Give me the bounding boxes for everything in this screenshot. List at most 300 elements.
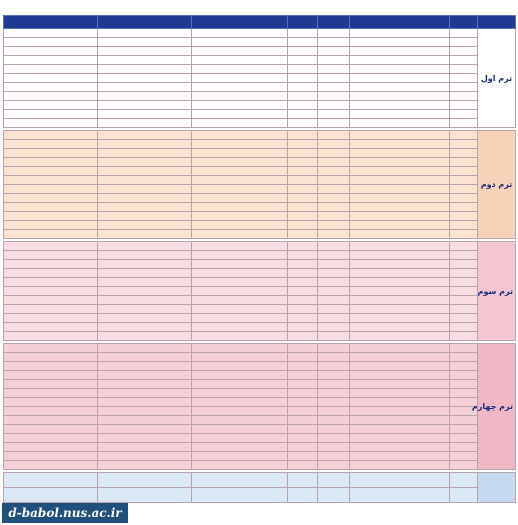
cell-exam — [4, 212, 98, 221]
cell-time — [98, 380, 192, 389]
cell-course — [350, 230, 450, 239]
cell-time — [98, 305, 192, 314]
cell-credits — [318, 332, 350, 341]
cell-course — [350, 416, 450, 425]
cell-course — [350, 92, 450, 101]
table-row — [4, 296, 516, 305]
cell-group — [288, 230, 318, 239]
cell-teacher — [192, 425, 288, 434]
cell-code — [450, 149, 478, 158]
cell-credits — [318, 389, 350, 398]
cell-group — [288, 65, 318, 74]
cell-credits — [318, 119, 350, 128]
cell-group — [288, 488, 318, 503]
cell-credits — [318, 425, 350, 434]
cell-group — [288, 287, 318, 296]
cell-time — [98, 212, 192, 221]
table-row — [4, 119, 516, 128]
cell-group — [288, 212, 318, 221]
cell-course — [350, 425, 450, 434]
cell-teacher — [192, 344, 288, 353]
cell-credits — [318, 212, 350, 221]
cell-credits — [318, 167, 350, 176]
table-row — [4, 434, 516, 443]
cell-group — [288, 473, 318, 488]
cell-exam — [4, 380, 98, 389]
col-course — [350, 16, 450, 29]
table-row — [4, 461, 516, 470]
cell-time — [98, 158, 192, 167]
cell-group — [288, 242, 318, 251]
table-row — [4, 110, 516, 119]
cell-group — [288, 461, 318, 470]
col-code — [450, 16, 478, 29]
cell-teacher — [192, 314, 288, 323]
cell-time — [98, 407, 192, 416]
table-row — [4, 47, 516, 56]
cell-group — [288, 389, 318, 398]
cell-course — [350, 185, 450, 194]
cell-time — [98, 287, 192, 296]
cell-code — [450, 242, 478, 251]
cell-code — [450, 353, 478, 362]
cell-teacher — [192, 212, 288, 221]
cell-code — [450, 314, 478, 323]
cell-code — [450, 74, 478, 83]
cell-code — [450, 296, 478, 305]
cell-code — [450, 443, 478, 452]
col-teacher — [192, 16, 288, 29]
cell-exam — [4, 296, 98, 305]
table-row — [4, 149, 516, 158]
table-row — [4, 167, 516, 176]
cell-time — [98, 371, 192, 380]
cell-code — [450, 38, 478, 47]
cell-credits — [318, 101, 350, 110]
cell-course — [350, 380, 450, 389]
cell-code — [450, 371, 478, 380]
cell-code — [450, 425, 478, 434]
cell-code — [450, 260, 478, 269]
cell-group — [288, 305, 318, 314]
cell-teacher — [192, 110, 288, 119]
cell-teacher — [192, 56, 288, 65]
table-row — [4, 251, 516, 260]
cell-credits — [318, 74, 350, 83]
table-row — [4, 443, 516, 452]
cell-credits — [318, 473, 350, 488]
cell-course — [350, 434, 450, 443]
cell-credits — [318, 230, 350, 239]
table-row — [4, 398, 516, 407]
cell-code — [450, 344, 478, 353]
cell-exam — [4, 221, 98, 230]
cell-group — [288, 362, 318, 371]
cell-code — [450, 65, 478, 74]
cell-group — [288, 131, 318, 140]
cell-time — [98, 269, 192, 278]
cell-group — [288, 407, 318, 416]
cell-group — [288, 29, 318, 38]
cell-group — [288, 398, 318, 407]
cell-course — [350, 110, 450, 119]
cell-teacher — [192, 488, 288, 503]
cell-time — [98, 332, 192, 341]
cell-code — [450, 83, 478, 92]
cell-exam — [4, 314, 98, 323]
table-row — [4, 74, 516, 83]
cell-code — [450, 230, 478, 239]
cell-course — [350, 242, 450, 251]
cell-group — [288, 185, 318, 194]
cell-time — [98, 344, 192, 353]
cell-course — [350, 353, 450, 362]
table-row — [4, 425, 516, 434]
cell-time — [98, 185, 192, 194]
cell-credits — [318, 407, 350, 416]
cell-code — [450, 158, 478, 167]
cell-group — [288, 443, 318, 452]
cell-teacher — [192, 323, 288, 332]
schedule-table — [3, 15, 516, 503]
site-watermark: d-babol.nus.ac.ir — [2, 503, 128, 523]
cell-credits — [318, 203, 350, 212]
cell-time — [98, 29, 192, 38]
cell-time — [98, 38, 192, 47]
cell-teacher — [192, 176, 288, 185]
cell-time — [98, 140, 192, 149]
cell-time — [98, 47, 192, 56]
cell-time — [98, 278, 192, 287]
cell-time — [98, 314, 192, 323]
cell-credits — [318, 296, 350, 305]
cell-credits — [318, 323, 350, 332]
cell-course — [350, 398, 450, 407]
cell-credits — [318, 443, 350, 452]
cell-group — [288, 47, 318, 56]
cell-exam — [4, 38, 98, 47]
cell-credits — [318, 287, 350, 296]
cell-credits — [318, 260, 350, 269]
cell-exam — [4, 407, 98, 416]
cell-code — [450, 323, 478, 332]
cell-code — [450, 176, 478, 185]
cell-code — [450, 452, 478, 461]
cell-exam — [4, 425, 98, 434]
cell-teacher — [192, 47, 288, 56]
cell-time — [98, 131, 192, 140]
table-row — [4, 332, 516, 341]
cell-teacher — [192, 101, 288, 110]
table-header — [4, 16, 516, 29]
cell-exam — [4, 416, 98, 425]
cell-group — [288, 323, 318, 332]
cell-exam — [4, 362, 98, 371]
cell-teacher — [192, 119, 288, 128]
cell-course — [350, 194, 450, 203]
cell-credits — [318, 362, 350, 371]
cell-credits — [318, 185, 350, 194]
cell-time — [98, 203, 192, 212]
table-row — [4, 56, 516, 65]
cell-code — [450, 56, 478, 65]
table-row — [4, 83, 516, 92]
cell-time — [98, 74, 192, 83]
cell-credits — [318, 158, 350, 167]
cell-code — [450, 416, 478, 425]
cell-group — [288, 110, 318, 119]
cell-teacher — [192, 416, 288, 425]
cell-code — [450, 362, 478, 371]
cell-time — [98, 230, 192, 239]
col-time — [98, 16, 192, 29]
cell-teacher — [192, 434, 288, 443]
table-row — [4, 371, 516, 380]
cell-course — [350, 83, 450, 92]
cell-time — [98, 167, 192, 176]
cell-teacher — [192, 131, 288, 140]
cell-group — [288, 425, 318, 434]
cell-time — [98, 362, 192, 371]
cell-group — [288, 140, 318, 149]
cell-code — [450, 221, 478, 230]
cell-teacher — [192, 242, 288, 251]
cell-course — [350, 344, 450, 353]
cell-credits — [318, 194, 350, 203]
table-row — [4, 38, 516, 47]
cell-course — [350, 221, 450, 230]
cell-teacher — [192, 74, 288, 83]
cell-course — [350, 56, 450, 65]
cell-group — [288, 344, 318, 353]
cell-code — [450, 194, 478, 203]
cell-credits — [318, 371, 350, 380]
cell-teacher — [192, 398, 288, 407]
cell-time — [98, 389, 192, 398]
cell-credits — [318, 140, 350, 149]
cell-course — [350, 212, 450, 221]
cell-course — [350, 74, 450, 83]
cell-teacher — [192, 38, 288, 47]
cell-time — [98, 260, 192, 269]
cell-exam — [4, 203, 98, 212]
cell-credits — [318, 353, 350, 362]
table-row — [4, 194, 516, 203]
cell-credits — [318, 251, 350, 260]
cell-time — [98, 416, 192, 425]
cell-teacher — [192, 269, 288, 278]
cell-exam — [4, 101, 98, 110]
term-label: ترم سوم — [478, 242, 516, 341]
cell-time — [98, 65, 192, 74]
cell-group — [288, 416, 318, 425]
cell-teacher — [192, 371, 288, 380]
cell-course — [350, 305, 450, 314]
cell-exam — [4, 353, 98, 362]
cell-teacher — [192, 221, 288, 230]
cell-exam — [4, 398, 98, 407]
table-row — [4, 203, 516, 212]
cell-teacher — [192, 29, 288, 38]
cell-exam — [4, 251, 98, 260]
table-row — [4, 488, 516, 503]
cell-credits — [318, 83, 350, 92]
cell-code — [450, 434, 478, 443]
cell-exam — [4, 29, 98, 38]
cell-exam — [4, 65, 98, 74]
cell-exam — [4, 461, 98, 470]
table-row — [4, 131, 516, 140]
table-row — [4, 140, 516, 149]
cell-time — [98, 452, 192, 461]
cell-credits — [318, 452, 350, 461]
cell-credits — [318, 305, 350, 314]
cell-course — [350, 287, 450, 296]
cell-exam — [4, 371, 98, 380]
cell-exam — [4, 452, 98, 461]
cell-exam — [4, 242, 98, 251]
cell-course — [350, 38, 450, 47]
cell-code — [450, 461, 478, 470]
cell-credits — [318, 344, 350, 353]
table-row — [4, 212, 516, 221]
cell-teacher — [192, 158, 288, 167]
cell-time — [98, 434, 192, 443]
cell-code — [450, 212, 478, 221]
cell-exam — [4, 119, 98, 128]
table-row — [4, 314, 516, 323]
cell-code — [450, 269, 478, 278]
cell-code — [450, 278, 478, 287]
cell-teacher — [192, 332, 288, 341]
cell-code — [450, 119, 478, 128]
cell-time — [98, 425, 192, 434]
term-label: ترم اول — [478, 29, 516, 128]
cell-time — [98, 251, 192, 260]
cell-exam — [4, 47, 98, 56]
col-credits — [318, 16, 350, 29]
cell-group — [288, 119, 318, 128]
table-row — [4, 242, 516, 251]
cell-teacher — [192, 389, 288, 398]
table-row — [4, 305, 516, 314]
cell-course — [350, 473, 450, 488]
cell-exam — [4, 389, 98, 398]
cell-group — [288, 83, 318, 92]
table-row — [4, 362, 516, 371]
cell-time — [98, 443, 192, 452]
cell-code — [450, 101, 478, 110]
cell-course — [350, 362, 450, 371]
cell-course — [350, 407, 450, 416]
cell-course — [350, 47, 450, 56]
table-row — [4, 101, 516, 110]
cell-course — [350, 251, 450, 260]
cell-time — [98, 83, 192, 92]
cell-teacher — [192, 140, 288, 149]
cell-credits — [318, 434, 350, 443]
cell-code — [450, 251, 478, 260]
table-row — [4, 29, 516, 38]
cell-course — [350, 176, 450, 185]
cell-code — [450, 167, 478, 176]
cell-time — [98, 473, 192, 488]
col-term — [478, 16, 516, 29]
cell-credits — [318, 65, 350, 74]
cell-group — [288, 176, 318, 185]
cell-course — [350, 389, 450, 398]
cell-group — [288, 314, 318, 323]
cell-time — [98, 149, 192, 158]
cell-teacher — [192, 251, 288, 260]
cell-time — [98, 92, 192, 101]
cell-time — [98, 221, 192, 230]
cell-credits — [318, 56, 350, 65]
cell-group — [288, 260, 318, 269]
cell-course — [350, 119, 450, 128]
table-row — [4, 380, 516, 389]
cell-teacher — [192, 185, 288, 194]
cell-teacher — [192, 92, 288, 101]
cell-code — [450, 203, 478, 212]
cell-credits — [318, 221, 350, 230]
cell-credits — [318, 380, 350, 389]
cell-teacher — [192, 296, 288, 305]
table-row — [4, 452, 516, 461]
cell-group — [288, 101, 318, 110]
cell-credits — [318, 242, 350, 251]
cell-teacher — [192, 194, 288, 203]
cell-teacher — [192, 149, 288, 158]
cell-code — [450, 140, 478, 149]
cell-group — [288, 56, 318, 65]
cell-group — [288, 251, 318, 260]
cell-exam — [4, 131, 98, 140]
cell-time — [98, 488, 192, 503]
table-row — [4, 389, 516, 398]
cell-code — [450, 332, 478, 341]
cell-credits — [318, 29, 350, 38]
table-row — [4, 158, 516, 167]
cell-exam — [4, 443, 98, 452]
cell-teacher — [192, 83, 288, 92]
cell-exam — [4, 194, 98, 203]
cell-teacher — [192, 167, 288, 176]
table-row — [4, 65, 516, 74]
cell-credits — [318, 92, 350, 101]
cell-teacher — [192, 407, 288, 416]
cell-exam — [4, 176, 98, 185]
cell-group — [288, 38, 318, 47]
cell-exam — [4, 56, 98, 65]
cell-time — [98, 323, 192, 332]
cell-code — [450, 131, 478, 140]
cell-credits — [318, 149, 350, 158]
cell-exam — [4, 230, 98, 239]
cell-course — [350, 158, 450, 167]
cell-group — [288, 371, 318, 380]
cell-course — [350, 101, 450, 110]
cell-course — [350, 443, 450, 452]
cell-code — [450, 389, 478, 398]
cell-time — [98, 110, 192, 119]
cell-course — [350, 131, 450, 140]
cell-course — [350, 323, 450, 332]
cell-group — [288, 452, 318, 461]
cell-course — [350, 371, 450, 380]
cell-exam — [4, 110, 98, 119]
cell-credits — [318, 131, 350, 140]
